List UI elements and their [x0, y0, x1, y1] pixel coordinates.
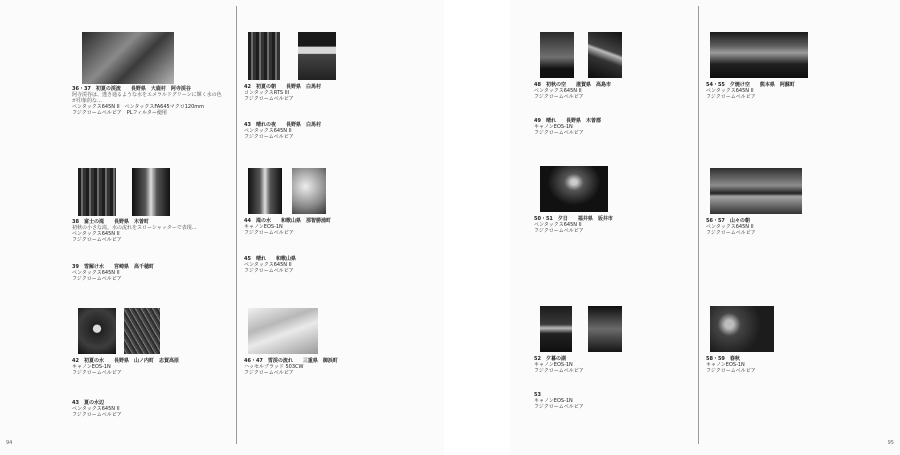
caption-film: フジクロームベルビア [72, 237, 122, 243]
caption-title: 44 滝の水 和歌山県 那智勝浦町 [244, 218, 331, 224]
photo-water-lily [78, 308, 116, 354]
caption-gear: キャノンEOS-1N [244, 224, 283, 230]
caption-body: 初秋の小さな滝。水の流れをスローシャッターで表現… [72, 225, 197, 231]
caption-gear: キャノンEOS-1N [706, 362, 745, 368]
caption-title: 38 富士の滝 長野県 木曽町 [72, 219, 149, 225]
left-page-divider [236, 6, 237, 444]
right-page-divider [698, 6, 699, 444]
caption-entry-n [534, 356, 684, 374]
photo-dusk-lake [588, 306, 622, 352]
caption-entry-c [72, 264, 222, 282]
photo-waterfall [132, 168, 170, 216]
gutter [444, 0, 510, 455]
caption-gear: キャノンEOS-1N [534, 124, 573, 130]
caption-film: フジクロームベルビア [244, 96, 294, 102]
caption-title: 56・57 山々の朝 [706, 218, 750, 224]
caption-entry-k [534, 82, 684, 100]
caption-film: フジクロームベルビア [534, 228, 584, 234]
caption-film: フジクロームベルビア [534, 368, 584, 374]
caption-title: 43 夏の水辺 [72, 400, 104, 406]
photo-grass [124, 308, 160, 354]
caption-title: 54・55 夕焼け空 熊本県 阿蘇町 [706, 82, 795, 88]
caption-film: フジクロームベルビア [706, 368, 756, 374]
caption-entry-h [244, 218, 394, 236]
photo-snow-flow [248, 308, 318, 354]
caption-title: 39 雪解け水 宮崎県 高千穂町 [72, 264, 154, 270]
caption-gear: ペンタックス645N II [72, 270, 120, 276]
photo-shrubs [710, 306, 774, 352]
caption-title: 42 初夏の水 長野県 山ノ内町 志賀高原 [72, 358, 179, 364]
caption-film: フジクロームベルビア [706, 94, 756, 100]
photo-mountain-lake [710, 168, 802, 214]
caption-entry-r [706, 356, 856, 374]
caption-title: 48 初秋の空 滋賀県 高島市 [534, 82, 611, 88]
caption-film: フジクロームベルビア [706, 230, 756, 236]
left-page [0, 0, 444, 455]
caption-entry-d [72, 358, 222, 376]
caption-entry-e [72, 400, 222, 418]
caption-gear: ペンタックス645N II [244, 262, 292, 268]
caption-title: 43 晴れの夜 長野県 白馬村 [244, 122, 321, 128]
photo-ice [292, 168, 326, 214]
caption-gear: キャノンEOS-1N [534, 398, 573, 404]
caption-entry-f [244, 84, 394, 102]
caption-film: フジクロームベルビア [244, 268, 294, 274]
caption-gear: ペンタックス645N II [244, 128, 292, 134]
caption-gear: ペンタックス645N II ペンタックスFA645マクロ120mm [72, 104, 204, 110]
photo-autumn-sky [540, 32, 574, 78]
photo-dusk-sea [540, 306, 572, 352]
caption-gear: ペンタックス645N II [534, 88, 582, 94]
caption-film: フジクロームベルビア [534, 404, 584, 410]
caption-entry-o [534, 392, 684, 410]
caption-title: 46・47 雪渓の流れ 三重県 御浜町 [244, 358, 338, 364]
caption-title: 45 晴れ 和歌山県 [244, 256, 296, 262]
caption-entry-q [706, 218, 856, 236]
caption-title: 36・37 初夏の渓流 長野県 大鹿村 阿寺渓谷 [72, 86, 191, 92]
caption-entry-b [72, 219, 222, 243]
caption-entry-g [244, 122, 394, 140]
page-number-right: 95 [887, 440, 894, 446]
caption-film: フジクロームベルビア [244, 230, 294, 236]
caption-film: フジクロームベルビア [534, 94, 584, 100]
caption-entry-j [244, 358, 394, 376]
photo-forest-stream [82, 32, 174, 84]
caption-gear: ペンタックス645N II [534, 222, 582, 228]
caption-title: 52 夕暮の湖 [534, 356, 566, 362]
caption-entry-m [534, 216, 684, 234]
caption-title: 50・51 夕日 福井県 坂井市 [534, 216, 613, 222]
caption-gear: コンタックスRTS III [244, 90, 290, 96]
photo-birch [248, 32, 280, 80]
caption-entry-a [72, 86, 222, 116]
caption-gear: キャノンEOS-1N [72, 364, 111, 370]
caption-title: 49 晴れ 長野県 木曽郡 [534, 118, 601, 124]
photo-sunset-clouds [710, 32, 808, 78]
photo-trees [78, 168, 116, 216]
caption-gear: ペンタックス645N II [72, 231, 120, 237]
page-number-left: 94 [6, 440, 13, 446]
caption-film: フジクロームベルビア [72, 370, 122, 376]
caption-gear: ペンタックス645N II [706, 224, 754, 230]
caption-film: フジクロームベルビア [244, 370, 294, 376]
caption-title: 53 [534, 392, 541, 398]
caption-film: フジクロームベルビア [72, 412, 122, 418]
caption-body: 阿寺渓谷は、透き通るような水をエメラルドグリーンに輝く水の色が印象的な… [72, 92, 222, 104]
right-page [510, 0, 900, 455]
photo-stream-2 [248, 168, 282, 214]
photo-sunset-grass [540, 166, 608, 212]
caption-film: フジクロームベルビア [244, 134, 294, 140]
caption-entry-l [534, 118, 684, 136]
caption-title: 42 初夏の朝 長野県 白馬村 [244, 84, 321, 90]
photo-mountain [298, 32, 336, 80]
caption-entry-p [706, 82, 856, 100]
caption-title: 58・59 春秋 [706, 356, 740, 362]
caption-gear: ペンタックス645N II [72, 406, 120, 412]
caption-film: フジクロームベルビア [72, 276, 122, 282]
photo-light-beam [588, 32, 622, 78]
caption-gear: ペンタックス645N II [706, 88, 754, 94]
caption-entry-i [244, 256, 394, 274]
caption-gear: キャノンEOS-1N [534, 362, 573, 368]
caption-gear: ハッセルブラッド 503CW [244, 364, 304, 370]
caption-film: フジクロームベルビア PLフィルター使用 [72, 110, 167, 116]
caption-film: フジクロームベルビア [534, 130, 584, 136]
